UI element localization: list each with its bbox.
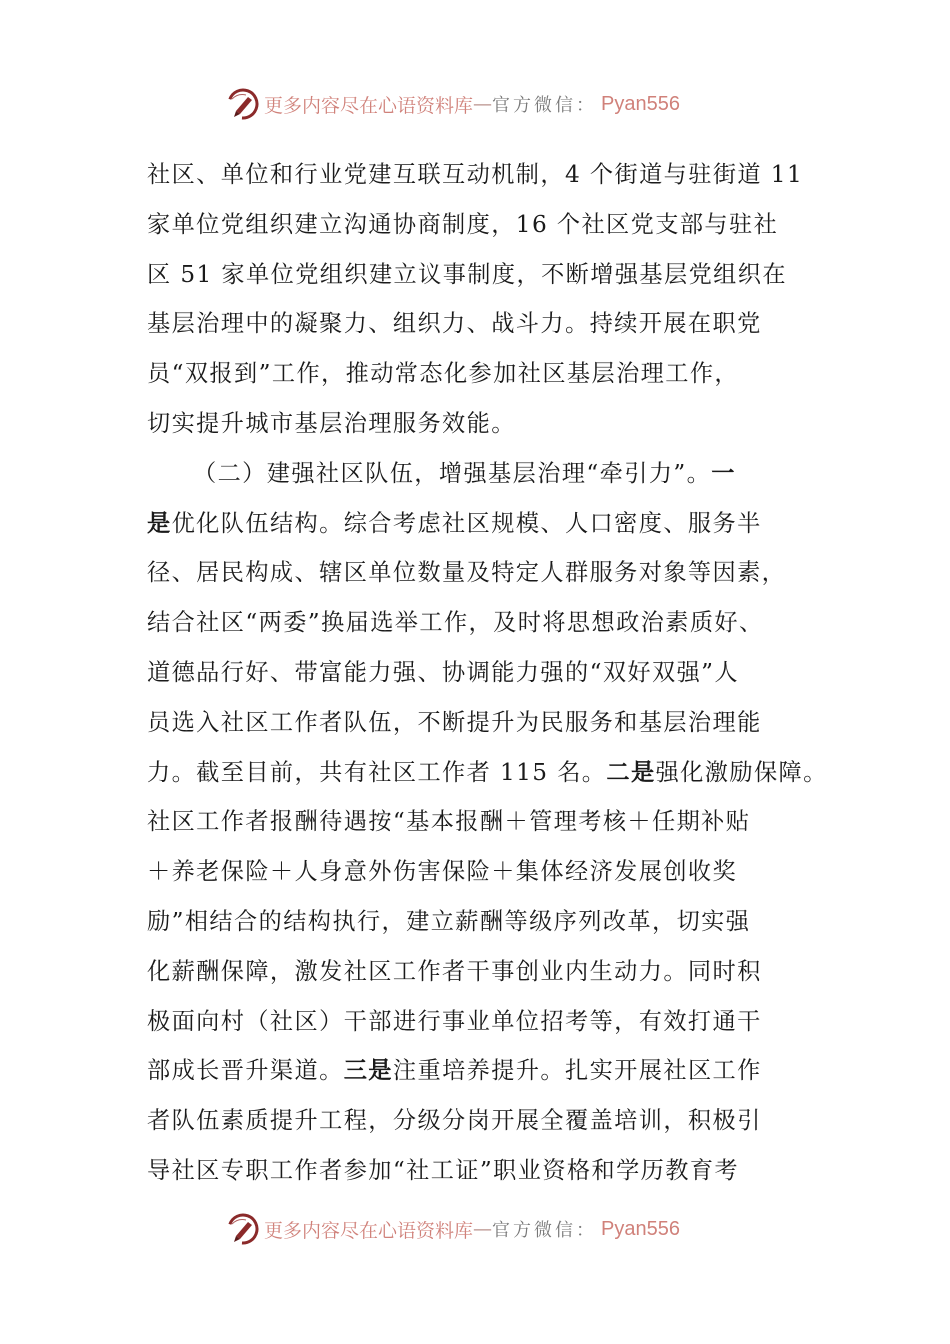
text-segment: 基层治理中的凝聚力、组织力、战斗力。持续开展在职党 (147, 310, 762, 338)
watermark-dash: — (473, 1218, 493, 1240)
text-segment: ＋养老保险＋人身意外伤害保险＋集体经济发展创收奖 (147, 858, 738, 886)
bold-ordinal-marker: 一 (711, 459, 736, 487)
text-line (147, 748, 847, 798)
watermark-wechat-id: Pyan556 (601, 1217, 680, 1240)
text-segment: 力。截至目前，共有社区工作者 115 名。 (147, 758, 607, 786)
pen-logo-icon (226, 87, 260, 121)
bold-ordinal-marker: 三是 (343, 1057, 393, 1085)
text-line (147, 399, 847, 449)
text-segment: 化薪酬保障，激发社区工作者干事创业内生动力。同时积 (147, 957, 762, 985)
text-segment: 导社区专职工作者参加“社工证”职业资格和学历教育考 (147, 1156, 740, 1184)
text-line (147, 548, 847, 598)
text-segment: 社区、单位和行业党建互联互动机制，4 个街道与驻街道 11 (147, 161, 804, 188)
text-segment: 优化队伍结构。综合考虑社区规模、人口密度、服务半 (171, 509, 762, 537)
bold-ordinal-marker: 二是 (606, 758, 656, 786)
text-segment: 区 51 家单位党组织建立议事制度，不断增强基层党组织在 (147, 260, 787, 288)
text-line (147, 150, 847, 200)
text-line (147, 648, 847, 698)
text-segment: 结合社区“两委”换届选举工作，及时将思想政治素质好、 (147, 609, 764, 637)
text-line (147, 698, 847, 748)
watermark-wechat-label: 官方微信： (492, 95, 598, 116)
text-line (147, 797, 847, 847)
text-line (147, 997, 847, 1047)
text-segment: 员选入社区工作者队伍，不断提升为民服务和基层治理能 (147, 708, 762, 736)
watermark-wechat-label: 官方微信： (492, 1220, 598, 1241)
watermark-dash: — (473, 93, 493, 115)
text-segment: 者队伍素质提升工程，分级分岗开展全覆盖培训，积极引 (147, 1107, 762, 1135)
text-line (147, 598, 847, 648)
text-segment: 切实提升城市基层治理服务效能。 (147, 409, 516, 437)
text-segment: 励”相结合的结构执行，建立薪酬等级序列改革，切实强 (147, 907, 751, 935)
text-line (147, 499, 847, 549)
section-heading-line (147, 449, 847, 499)
bold-ordinal-marker: 是 (147, 509, 172, 537)
watermark-wechat-id: Pyan556 (601, 92, 680, 115)
pen-logo-icon (226, 1212, 260, 1246)
text-segment: 注重培养提升。扎实开展社区工作 (392, 1057, 762, 1085)
watermark-main-text: 更多内容尽在心语资料库 (264, 1219, 474, 1242)
text-line (147, 897, 847, 947)
text-line (147, 947, 847, 997)
footer-watermark (226, 1209, 680, 1249)
text-line (147, 1146, 847, 1196)
text-segment: 径、居民构成、辖区单位数量及特定人群服务对象等因素， (147, 559, 787, 587)
text-line (147, 1046, 847, 1096)
header-watermark (226, 84, 680, 124)
text-segment: 强化激励保障。 (655, 758, 828, 786)
text-segment: 道德品行好、带富能力强、协调能力强的“双好双强”人 (147, 658, 740, 686)
text-segment: 员“双报到”工作，推动常态化参加社区基层治理工作， (147, 360, 740, 388)
text-line (147, 1096, 847, 1146)
text-segment: 极面向村（社区）干部进行事业单位招考等，有效打通干 (147, 1007, 762, 1035)
text-line (147, 250, 847, 300)
text-segment: 社区工作者报酬待遇按“基本报酬＋管理考核＋任期补贴 (147, 808, 751, 836)
text-line (147, 349, 847, 399)
text-line (147, 847, 847, 897)
text-segment: 家单位党组织建立沟通协商制度，16 个社区党支部与驻社 (147, 210, 779, 238)
text-segment: （二）建强社区队伍，增强基层治理“牵引力”。 (193, 459, 712, 487)
text-line (147, 299, 847, 349)
text-segment: 部成长晋升渠道。 (147, 1057, 344, 1085)
document-body (147, 150, 847, 1196)
watermark-main-text: 更多内容尽在心语资料库 (264, 94, 474, 117)
text-line (147, 200, 847, 250)
